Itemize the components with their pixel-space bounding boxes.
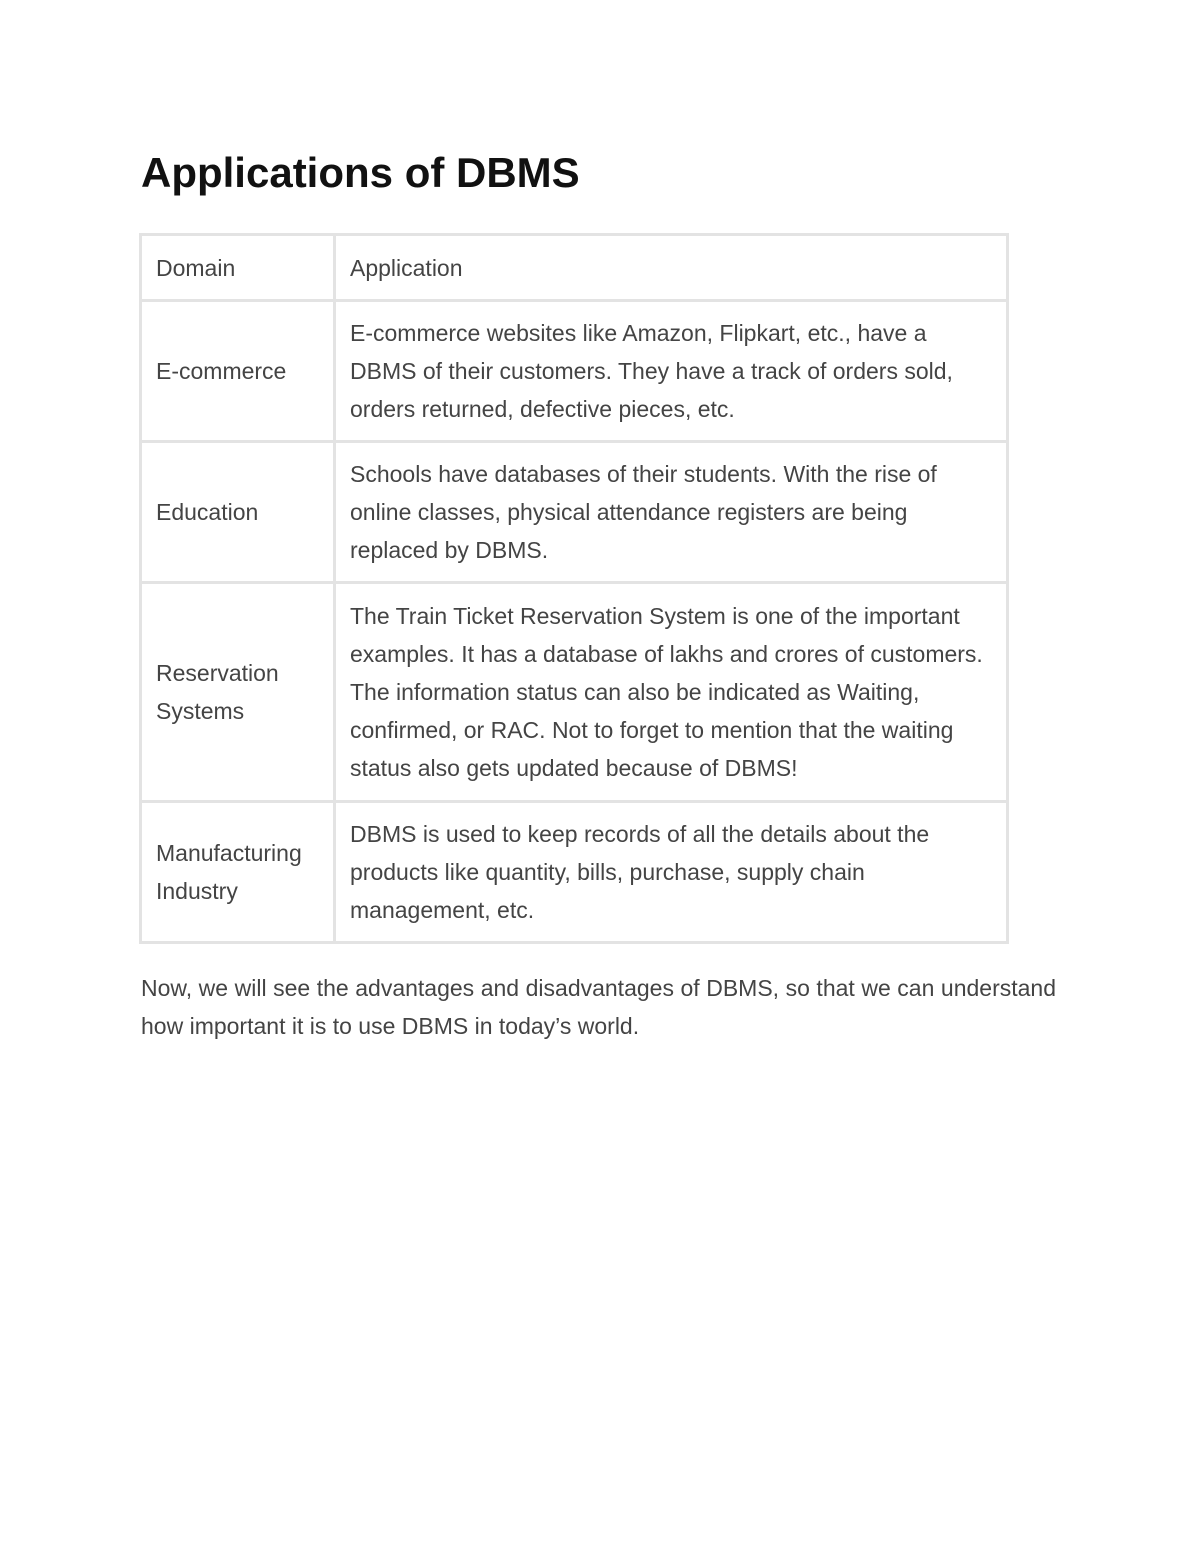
- application-cell: DBMS is used to keep records of all the details about the products like quantity, bills, purchase, supply chain management, etc.: [335, 802, 1008, 943]
- closing-paragraph: Now, we will see the advantages and disadvantages of DBMS, so that we can understand how important it is to use DBMS in today’s world.: [141, 975, 1056, 1039]
- application-cell: Schools have databases of their students. With the rise of online classes, physical attendance registers are being replaced by DBMS.: [335, 442, 1008, 583]
- column-header-domain: Domain: [141, 235, 335, 301]
- table-row: [141, 442, 1008, 583]
- table-header-row: [141, 235, 1008, 301]
- application-cell: E-commerce websites like Amazon, Flipkart, etc., have a DBMS of their customers. They have a track of orders sold, orders returned, defective pieces, etc.: [335, 301, 1008, 442]
- domain-cell: Reservation Systems: [141, 583, 335, 802]
- application-cell: The Train Ticket Reservation System is one of the important examples. It has a database of lakhs and crores of customers. The information status can also be indicated as Waiting, confirmed, or RAC. Not to forget to mention that the waiting status also gets updated because of DBMS!: [335, 583, 1008, 802]
- table-row: [141, 802, 1008, 943]
- domain-cell: E-commerce: [141, 301, 335, 442]
- table-row: [141, 301, 1008, 442]
- column-header-application: Application: [335, 235, 1008, 301]
- applications-table: [139, 233, 1009, 944]
- domain-cell: Manufacturing Industry: [141, 802, 335, 943]
- domain-cell: Education: [141, 442, 335, 583]
- table-row: [141, 583, 1008, 802]
- page-title: Applications of DBMS: [141, 149, 580, 196]
